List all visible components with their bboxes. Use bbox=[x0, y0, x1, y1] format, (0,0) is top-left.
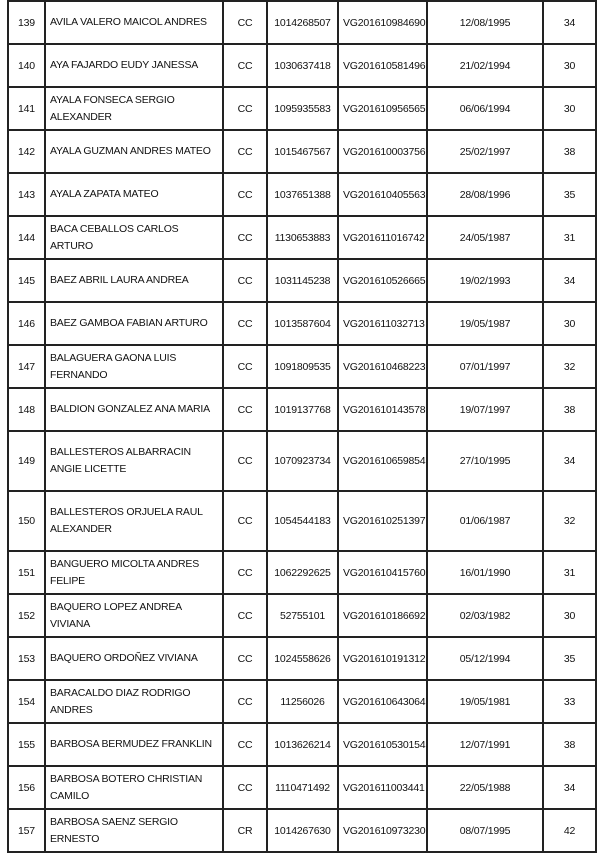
date-cell: 19/02/1993 bbox=[427, 259, 543, 302]
document-number-cell: 1091809535 bbox=[267, 345, 338, 388]
table-row bbox=[8, 173, 596, 216]
row-number-cell: 141 bbox=[8, 87, 45, 130]
registration-code-cell: VG201610643064 bbox=[338, 680, 427, 723]
records-table-body bbox=[8, 1, 596, 852]
age-cell: 30 bbox=[543, 44, 596, 87]
row-number-cell: 143 bbox=[8, 173, 45, 216]
document-type-cell: CC bbox=[223, 594, 267, 637]
date-cell: 25/02/1997 bbox=[427, 130, 543, 173]
table-row bbox=[8, 723, 596, 766]
age-cell: 35 bbox=[543, 637, 596, 680]
document-type-cell: CC bbox=[223, 491, 267, 551]
registration-code-cell: VG201610468223 bbox=[338, 345, 427, 388]
document-number-cell: 1031145238 bbox=[267, 259, 338, 302]
date-cell: 06/06/1994 bbox=[427, 87, 543, 130]
document-type-cell: CR bbox=[223, 809, 267, 852]
table-row bbox=[8, 594, 596, 637]
document-type-cell: CC bbox=[223, 551, 267, 594]
registration-code-cell: VG201610003756 bbox=[338, 130, 427, 173]
row-number-cell: 140 bbox=[8, 44, 45, 87]
table-row bbox=[8, 680, 596, 723]
full-name-cell: BARBOSA BOTERO CHRISTIAN CAMILO bbox=[45, 766, 223, 809]
full-name-cell: AVILA VALERO MAICOL ANDRES bbox=[45, 1, 223, 44]
document-type-cell: CC bbox=[223, 388, 267, 431]
document-number-cell: 1037651388 bbox=[267, 173, 338, 216]
document-type-cell: CC bbox=[223, 723, 267, 766]
age-cell: 38 bbox=[543, 388, 596, 431]
full-name-cell: BALAGUERA GAONA LUIS FERNANDO bbox=[45, 345, 223, 388]
age-cell: 30 bbox=[543, 302, 596, 345]
date-cell: 19/07/1997 bbox=[427, 388, 543, 431]
document-type-cell: CC bbox=[223, 87, 267, 130]
registration-code-cell: VG201610143578 bbox=[338, 388, 427, 431]
table-row bbox=[8, 130, 596, 173]
document-number-cell: 1014267630 bbox=[267, 809, 338, 852]
document-number-cell: 1054544183 bbox=[267, 491, 338, 551]
date-cell: 01/06/1987 bbox=[427, 491, 543, 551]
row-number-cell: 147 bbox=[8, 345, 45, 388]
row-number-cell: 146 bbox=[8, 302, 45, 345]
row-number-cell: 157 bbox=[8, 809, 45, 852]
document-type-cell: CC bbox=[223, 766, 267, 809]
row-number-cell: 150 bbox=[8, 491, 45, 551]
age-cell: 31 bbox=[543, 216, 596, 259]
document-number-cell: 11256026 bbox=[267, 680, 338, 723]
age-cell: 38 bbox=[543, 723, 596, 766]
row-number-cell: 151 bbox=[8, 551, 45, 594]
full-name-cell: BARBOSA BERMUDEZ FRANKLIN bbox=[45, 723, 223, 766]
document-type-cell: CC bbox=[223, 637, 267, 680]
document-type-cell: CC bbox=[223, 173, 267, 216]
date-cell: 08/07/1995 bbox=[427, 809, 543, 852]
registration-code-cell: VG201610581496 bbox=[338, 44, 427, 87]
registration-code-cell: VG201610659854 bbox=[338, 431, 427, 491]
age-cell: 31 bbox=[543, 551, 596, 594]
document-number-cell: 1095935583 bbox=[267, 87, 338, 130]
registration-code-cell: VG201610956565 bbox=[338, 87, 427, 130]
document-number-cell: 1030637418 bbox=[267, 44, 338, 87]
date-cell: 16/01/1990 bbox=[427, 551, 543, 594]
table-row bbox=[8, 491, 596, 551]
document-type-cell: CC bbox=[223, 130, 267, 173]
registration-code-cell: VG201610526665 bbox=[338, 259, 427, 302]
document-type-cell: CC bbox=[223, 259, 267, 302]
table-row bbox=[8, 345, 596, 388]
date-cell: 19/05/1981 bbox=[427, 680, 543, 723]
row-number-cell: 153 bbox=[8, 637, 45, 680]
registration-code-cell: VG201611016742 bbox=[338, 216, 427, 259]
full-name-cell: AYALA GUZMAN ANDRES MATEO bbox=[45, 130, 223, 173]
date-cell: 05/12/1994 bbox=[427, 637, 543, 680]
date-cell: 19/05/1987 bbox=[427, 302, 543, 345]
age-cell: 42 bbox=[543, 809, 596, 852]
document-type-cell: CC bbox=[223, 431, 267, 491]
document-type-cell: CC bbox=[223, 680, 267, 723]
age-cell: 30 bbox=[543, 87, 596, 130]
row-number-cell: 144 bbox=[8, 216, 45, 259]
date-cell: 12/07/1991 bbox=[427, 723, 543, 766]
document-number-cell: 1015467567 bbox=[267, 130, 338, 173]
age-cell: 32 bbox=[543, 345, 596, 388]
document-type-cell: CC bbox=[223, 216, 267, 259]
registration-code-cell: VG201610973230 bbox=[338, 809, 427, 852]
document-type-cell: CC bbox=[223, 44, 267, 87]
table-row bbox=[8, 302, 596, 345]
table-row bbox=[8, 551, 596, 594]
row-number-cell: 139 bbox=[8, 1, 45, 44]
records-table bbox=[7, 0, 597, 853]
registration-code-cell: VG201610191312 bbox=[338, 637, 427, 680]
table-row bbox=[8, 216, 596, 259]
table-row bbox=[8, 1, 596, 44]
table-row bbox=[8, 87, 596, 130]
age-cell: 34 bbox=[543, 1, 596, 44]
age-cell: 38 bbox=[543, 130, 596, 173]
age-cell: 33 bbox=[543, 680, 596, 723]
registration-code-cell: VG201610530154 bbox=[338, 723, 427, 766]
registry-document bbox=[7, 0, 595, 853]
registration-code-cell: VG201610984690 bbox=[338, 1, 427, 44]
full-name-cell: AYA FAJARDO EUDY JANESSA bbox=[45, 44, 223, 87]
full-name-cell: BACA CEBALLOS CARLOS ARTURO bbox=[45, 216, 223, 259]
age-cell: 34 bbox=[543, 766, 596, 809]
registration-code-cell: VG201611003441 bbox=[338, 766, 427, 809]
document-number-cell: 1019137768 bbox=[267, 388, 338, 431]
document-number-cell: 1062292625 bbox=[267, 551, 338, 594]
registration-code-cell: VG201610405563 bbox=[338, 173, 427, 216]
registration-code-cell: VG201610251397 bbox=[338, 491, 427, 551]
age-cell: 30 bbox=[543, 594, 596, 637]
document-type-cell: CC bbox=[223, 345, 267, 388]
table-row bbox=[8, 637, 596, 680]
full-name-cell: BARACALDO DIAZ RODRIGO ANDRES bbox=[45, 680, 223, 723]
registration-code-cell: VG201611032713 bbox=[338, 302, 427, 345]
age-cell: 35 bbox=[543, 173, 596, 216]
table-row bbox=[8, 809, 596, 852]
full-name-cell: BAEZ ABRIL LAURA ANDREA bbox=[45, 259, 223, 302]
row-number-cell: 142 bbox=[8, 130, 45, 173]
table-row bbox=[8, 259, 596, 302]
document-number-cell: 1013626214 bbox=[267, 723, 338, 766]
full-name-cell: AYALA ZAPATA MATEO bbox=[45, 173, 223, 216]
full-name-cell: BAQUERO LOPEZ ANDREA VIVIANA bbox=[45, 594, 223, 637]
age-cell: 32 bbox=[543, 491, 596, 551]
registration-code-cell: VG201610186692 bbox=[338, 594, 427, 637]
date-cell: 28/08/1996 bbox=[427, 173, 543, 216]
date-cell: 21/02/1994 bbox=[427, 44, 543, 87]
date-cell: 27/10/1995 bbox=[427, 431, 543, 491]
date-cell: 22/05/1988 bbox=[427, 766, 543, 809]
document-number-cell: 1070923734 bbox=[267, 431, 338, 491]
row-number-cell: 148 bbox=[8, 388, 45, 431]
date-cell: 12/08/1995 bbox=[427, 1, 543, 44]
row-number-cell: 145 bbox=[8, 259, 45, 302]
row-number-cell: 154 bbox=[8, 680, 45, 723]
table-row bbox=[8, 388, 596, 431]
date-cell: 07/01/1997 bbox=[427, 345, 543, 388]
document-number-cell: 1014268507 bbox=[267, 1, 338, 44]
row-number-cell: 156 bbox=[8, 766, 45, 809]
full-name-cell: BALLESTEROS ALBARRACIN ANGIE LICETTE bbox=[45, 431, 223, 491]
full-name-cell: BAQUERO ORDOÑEZ VIVIANA bbox=[45, 637, 223, 680]
full-name-cell: BALDION GONZALEZ ANA MARIA bbox=[45, 388, 223, 431]
document-type-cell: CC bbox=[223, 1, 267, 44]
row-number-cell: 149 bbox=[8, 431, 45, 491]
full-name-cell: AYALA FONSECA SERGIO ALEXANDER bbox=[45, 87, 223, 130]
row-number-cell: 155 bbox=[8, 723, 45, 766]
full-name-cell: BAEZ GAMBOA FABIAN ARTURO bbox=[45, 302, 223, 345]
date-cell: 24/05/1987 bbox=[427, 216, 543, 259]
table-row bbox=[8, 44, 596, 87]
full-name-cell: BARBOSA SAENZ SERGIO ERNESTO bbox=[45, 809, 223, 852]
document-number-cell: 1130653883 bbox=[267, 216, 338, 259]
registration-code-cell: VG201610415760 bbox=[338, 551, 427, 594]
document-type-cell: CC bbox=[223, 302, 267, 345]
table-row bbox=[8, 431, 596, 491]
age-cell: 34 bbox=[543, 259, 596, 302]
full-name-cell: BALLESTEROS ORJUELA RAUL ALEXANDER bbox=[45, 491, 223, 551]
document-number-cell: 52755101 bbox=[267, 594, 338, 637]
row-number-cell: 152 bbox=[8, 594, 45, 637]
date-cell: 02/03/1982 bbox=[427, 594, 543, 637]
age-cell: 34 bbox=[543, 431, 596, 491]
document-number-cell: 1024558626 bbox=[267, 637, 338, 680]
document-number-cell: 1013587604 bbox=[267, 302, 338, 345]
table-row bbox=[8, 766, 596, 809]
document-number-cell: 1110471492 bbox=[267, 766, 338, 809]
full-name-cell: BANGUERO MICOLTA ANDRES FELIPE bbox=[45, 551, 223, 594]
